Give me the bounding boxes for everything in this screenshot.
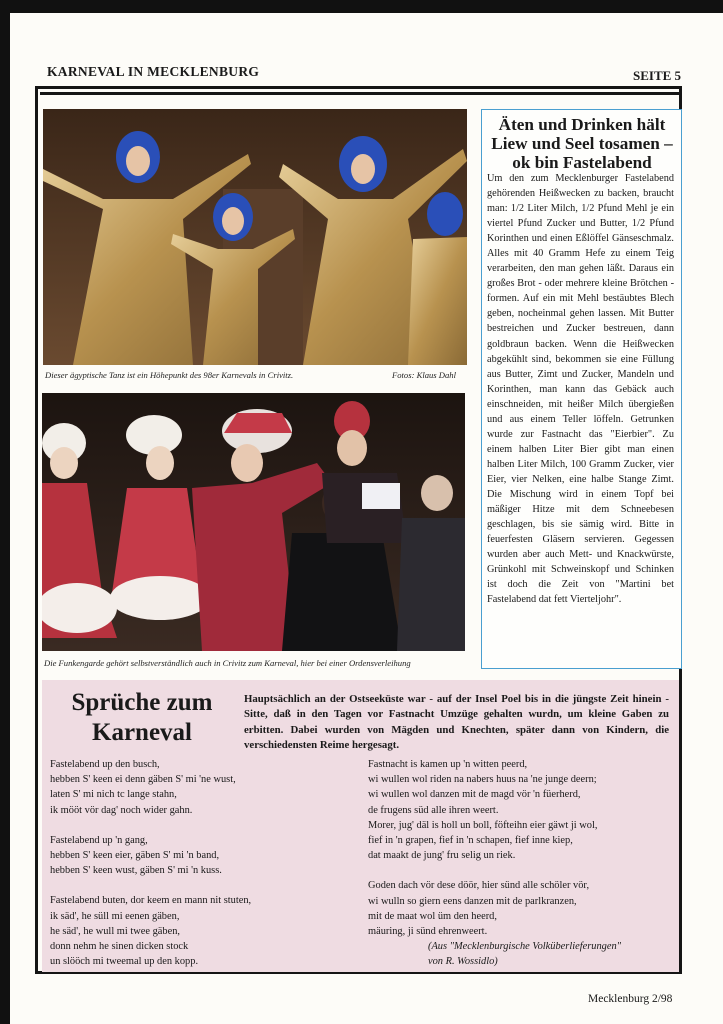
funkengarde-illustration <box>42 393 465 651</box>
photo-credit: Fotos: Klaus Dahl <box>392 370 456 380</box>
verse-line: de frugens süd alle ihren weert. <box>368 804 499 816</box>
verse-line: ik mööt vör dag' noch wider gahn. <box>50 804 193 816</box>
verse-line: Morer, jug' däl is holl un boll, föfteihn eier gäwt ji wol, <box>368 819 598 831</box>
verse-line: Goden dach vör dese döör, hier sünd alle schöler vör, <box>368 880 590 892</box>
verse-attribution: (Aus "Mecklenburgische Volküberlieferungen" <box>428 941 622 953</box>
photo1-caption: Dieser ägyptische Tanz ist ein Höhepunkt des 98er Karnevals in Crivitz. <box>45 370 294 380</box>
verse-line: mäuring, ji sünd ehrenweert. <box>368 926 488 938</box>
verse-line: hebben S' keen eier, gäben S' mi 'n band, <box>50 850 220 862</box>
verse-stanza <box>368 878 621 969</box>
section-header: KARNEVAL IN MECKLENBURG <box>47 64 260 79</box>
verse-line: wi wullen wol danzen mit de magd vör 'n füerherd, <box>368 789 581 801</box>
article-body: Um den zum Mecklenburger Fastelabend gehörenden Heißwecken zu backen, braucht man: 1/2 Liter Milch, 1/2 Pfund Mehl je ein viertel Pfund Zucker und Butter, 1/2 Pfund Korinthen und einen Eßlöffel Gänseschmalz. Alles mit 40 Gramm Hefe zu einem Teig verarbeiten, den man gehen läßt. Daraus ein großes Brot - oder mehrere kleine Brötchen - formen. Auf ein mit Mehl bestäubtes Blech geben, nocheinmal gehen lassen. Mit Butter bestreichen und Zucker bestreuen, dann goldbraun backen. Wenn die Heißwecken abgekühlt sind, bekommen sie eine Füllung aus Butter, Zimt und Zucker, Mandeln und Korinthen, man kann das Gebäck auch einschneiden, mit heißer Milch übergießen und aus einem Teller löffeln. Getrunken wurde zur Fastnacht das "Eierbier". Zu einem halben Liter Bier gibt man einen halben Liter Milch, 100 Gramm Zucker, vier Eier, vier Nelken, eine halbe Stange Zimt. Die Mischung wird in einem Topf bei mäßiger Hitze mit dem Schneebesen geschlagen, bis sie sämig wird. Bitte in feuerfesten Gläsern servieren. Gegessen wurden aber auch Mett- und Knackwürste, Grünkohl mit Schweinskopf und Schinken ist doch die Zeit von "Martini bet Fastelabend dat fett Vierteljohr". <box>487 173 674 606</box>
verse-line: fief in 'n grapen, fief in 'n schapen, fief inne kiep, <box>368 835 573 847</box>
sprueche-title: Sprüche zum Karneval <box>71 689 213 746</box>
verse-line: hebben S' keen ei denn gäben S' mi 'ne wust, <box>50 774 236 786</box>
verse-line: ik säd', he süll mi eenen gäben, <box>50 910 180 922</box>
verse-line: wi wullen wol riden na nabers huus na 'ne junge deern; <box>368 774 597 786</box>
verse-line: Fastelabend up den busch, <box>50 759 160 770</box>
verse-column-right <box>368 757 621 985</box>
sprueche-intro: Hauptsächlich an der Ostseeküste war - auf der Insel Poel bis in die jüngste Zeit hinein - Sitte, daß in den Tagen vor Fastnacht Umzüge gehalten wurdn, um kleine Gaben zu erbitten. Dabei wurden von Mägden und Knechten, später dann von Kindern, die verschiedensten Reime hergesagt. <box>244 693 669 752</box>
verse-line: he säd', he wull mi twee gäben, <box>50 925 180 937</box>
verse-attribution: von R. Wossidlo) <box>428 956 498 968</box>
photo2-caption: Die Funkengarde gehört selbstverständlich auch in Crivitz zum Karneval, hier bei einer Ordensverleihung <box>44 658 411 668</box>
verse-stanza <box>50 833 251 879</box>
verse-line: hebben S' keen wust, gäben S' mi 'n kuss. <box>50 865 222 877</box>
funkengarde-photo <box>42 393 465 651</box>
verse-line: Fastelabend up 'n gang, <box>50 834 148 846</box>
verse-line: laten S' mi nich tc lange stahn, <box>50 789 177 801</box>
verse-stanza <box>50 893 251 969</box>
verse-column-left <box>50 757 251 984</box>
footer-issue: Mecklenburg 2/98 <box>588 993 673 1005</box>
egyptian-dance-illustration <box>43 109 467 365</box>
verse-line: mit de maat wol üm den heerd, <box>368 910 497 922</box>
verse-line: un slööch mi tweemal up den kopp. <box>50 956 199 968</box>
verse-stanza <box>368 757 621 863</box>
article-title: Äten und Drinken hält Liew und Seel tosamen – ok bin Fastelabend <box>491 115 673 172</box>
verse-stanza <box>50 757 251 818</box>
verse-line: Fastelabend buten, dor keem en mann nit stuten, <box>50 895 252 907</box>
verse-line: dat maakt de jung' fru selig un riek. <box>368 850 516 862</box>
egyptian-dance-photo <box>43 109 467 365</box>
verse-line: Fastnacht is kamen up 'n witten peerd, <box>368 759 528 770</box>
verse-line: wi wulln so giern eens danzen mit de parlkranzen, <box>368 895 577 907</box>
page-number: SEITE 5 <box>633 68 682 83</box>
verse-line: donn nehm he sinen dicken stock <box>50 941 189 953</box>
